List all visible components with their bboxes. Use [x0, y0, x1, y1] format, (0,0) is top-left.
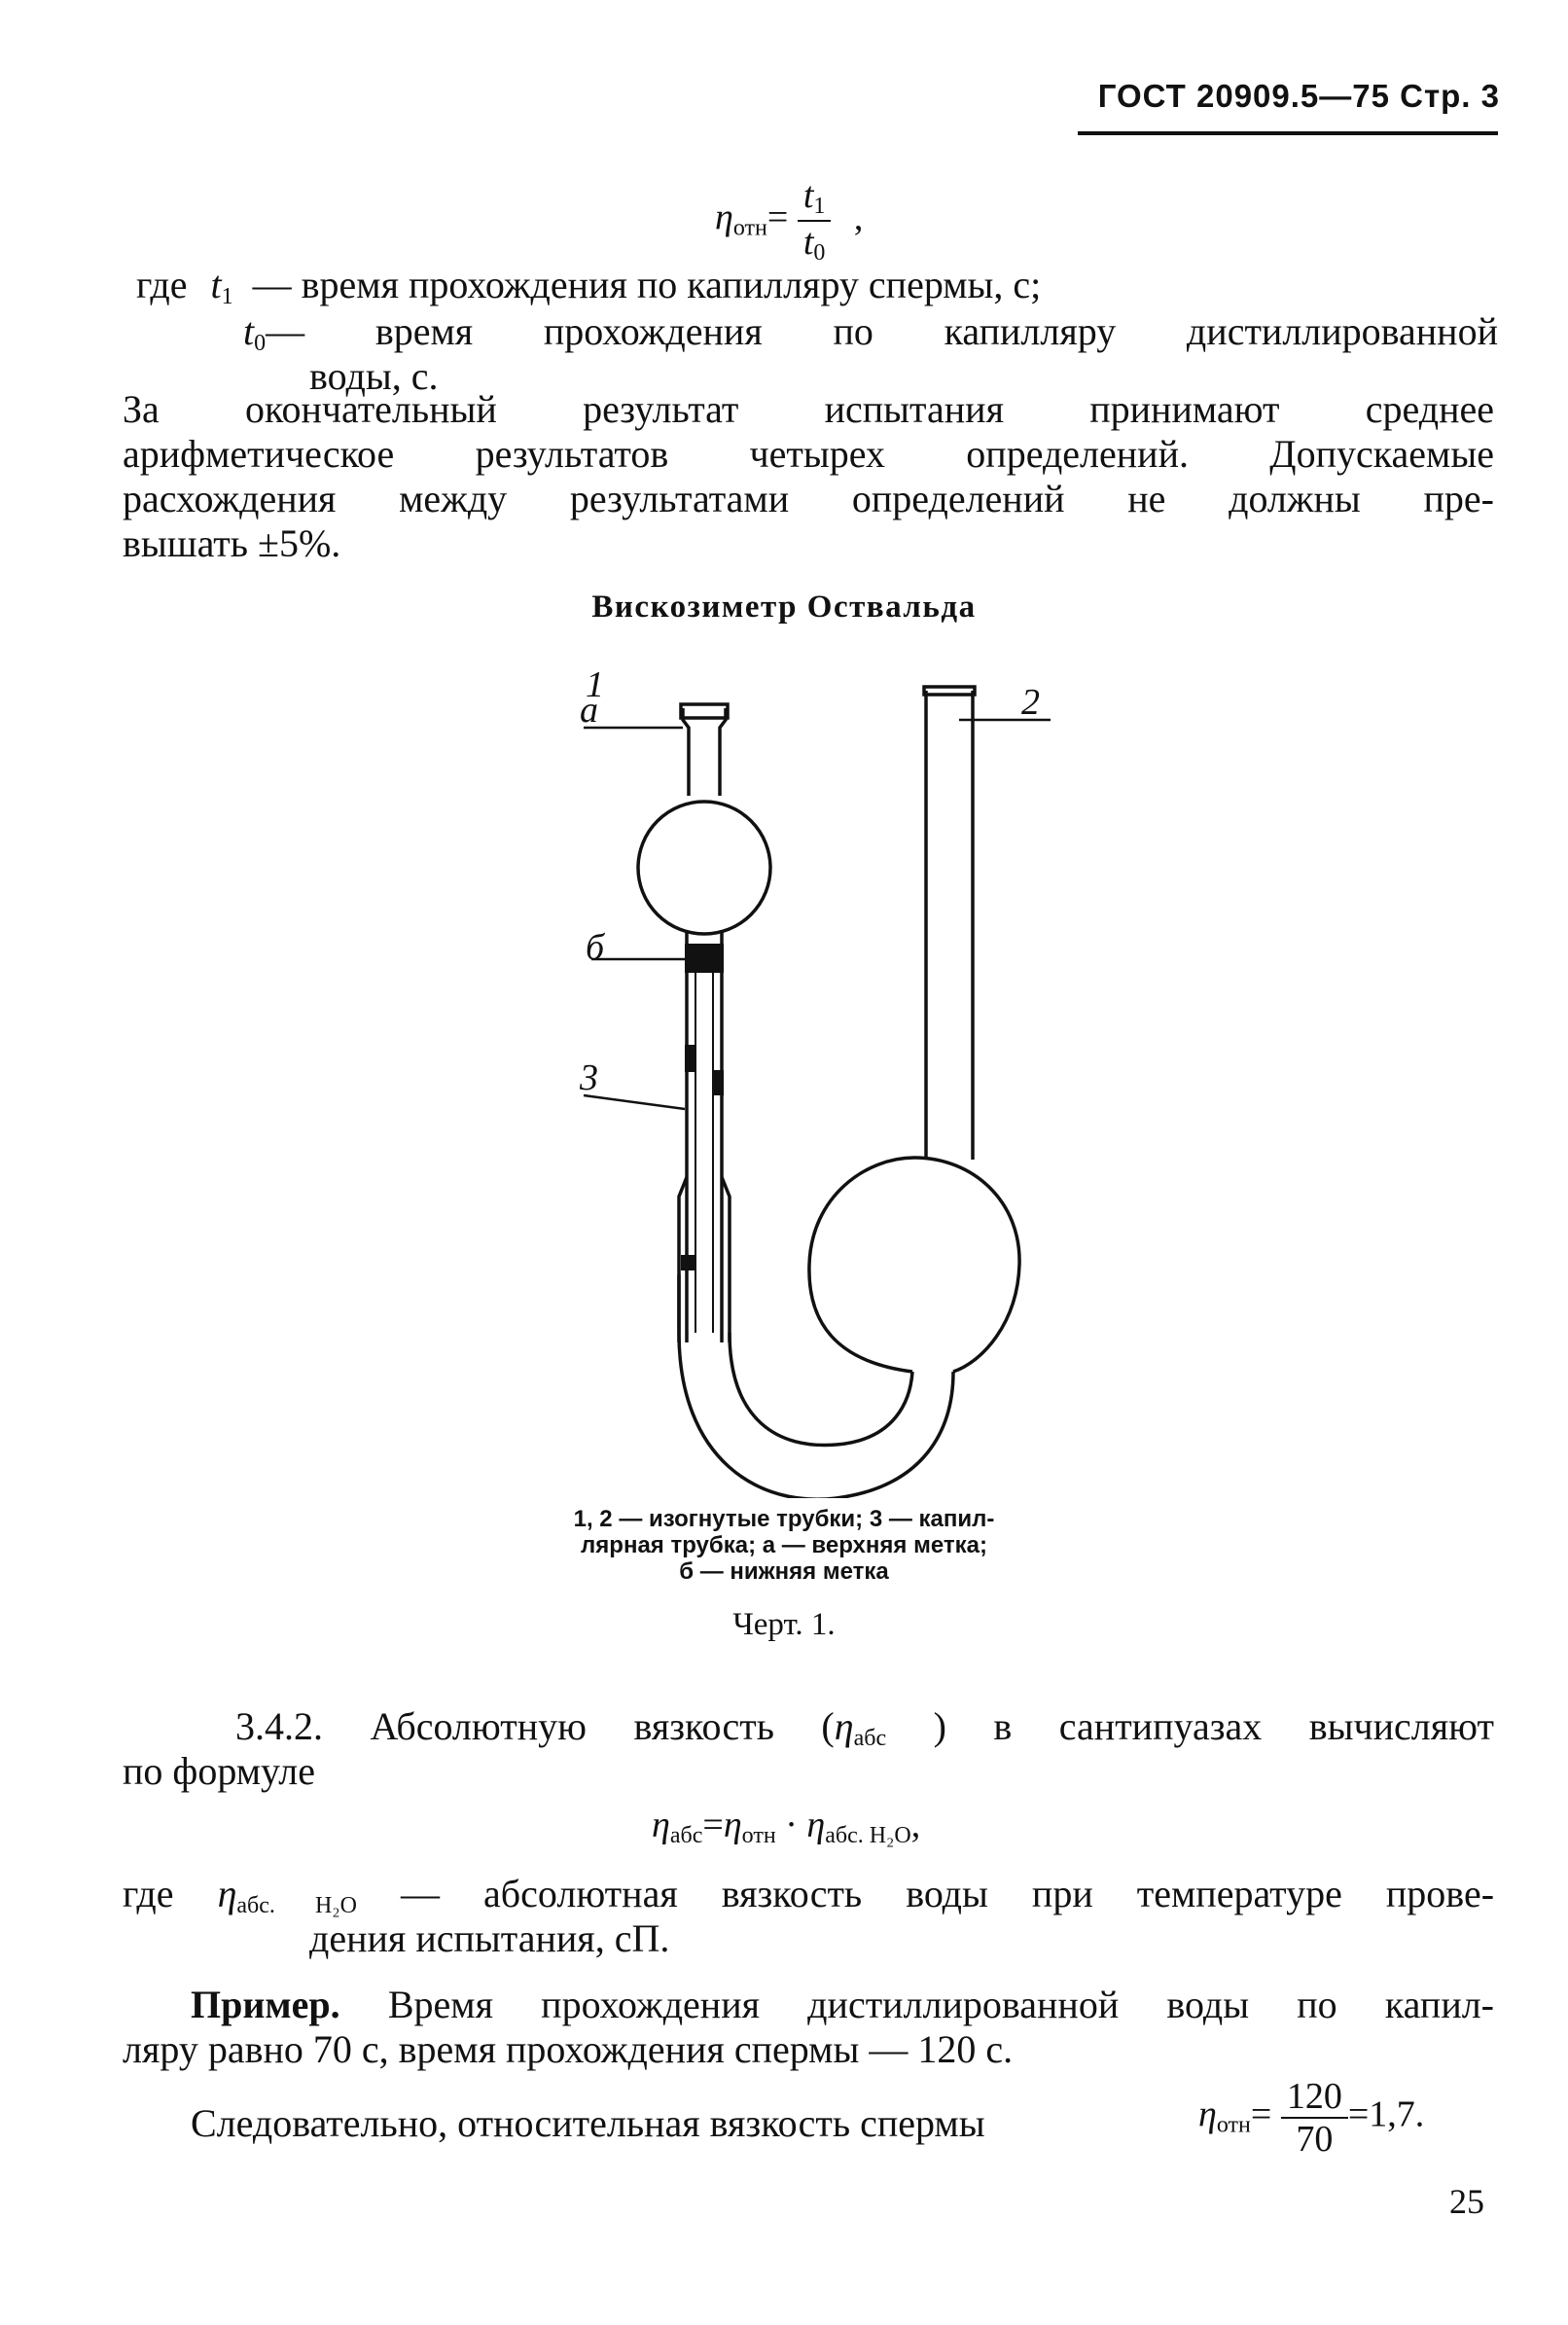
label-3: 3	[580, 1057, 598, 1098]
numerator-symbol: t	[802, 175, 814, 216]
caption-line-3: б — нижняя метка	[679, 1558, 889, 1585]
capillary-shade-3	[681, 1255, 696, 1270]
conclusion-formula	[1198, 2078, 1424, 2158]
section-342-eta-sub: абс	[853, 1726, 887, 1751]
formula2-r1: η	[723, 1805, 742, 1845]
viscometer-diagram	[545, 652, 1089, 1498]
conclusion-eta-sub: отн	[1216, 2112, 1251, 2138]
fraction-numerator	[798, 177, 832, 222]
left-tube-wall-inner-top	[720, 708, 726, 796]
section-342-line-2: по формуле	[123, 1749, 315, 1793]
example-label: Пример.	[191, 1983, 340, 2026]
t1-symbol: t	[210, 263, 222, 306]
formula2-r2: η	[806, 1805, 826, 1845]
u-bend-inner	[730, 1333, 912, 1446]
fraction-denominator	[803, 222, 826, 265]
t1-definition: — время прохождения по капилляру спермы, с;	[252, 263, 1042, 306]
document-header: ГОСТ 20909.5—75 Стр. 3	[1097, 78, 1500, 114]
conclusion-eta: η	[1198, 2093, 1217, 2135]
label-1: 1	[586, 664, 604, 705]
formula-eta: η	[715, 197, 733, 238]
figure-number: Черт. 1.	[732, 1607, 836, 1642]
paragraph-result-line-3: расхождения между результатами определений не должны пре-	[123, 477, 1494, 520]
label-a: а	[580, 690, 598, 731]
t1-sub: 1	[221, 284, 233, 309]
caption-line-2: лярная трубка; а — верхняя метка;	[581, 1532, 987, 1558]
left-bulb	[638, 802, 770, 934]
formula2-equals: =	[702, 1805, 724, 1845]
section-342-text-b: ) в сантипуазах вычисляют	[933, 1704, 1495, 1748]
formula2-dot: ·	[785, 1805, 798, 1845]
page-number: 25	[1449, 2182, 1484, 2221]
left-tube-wall-outer-top	[683, 708, 689, 796]
section-342-text-a: 3.4.2. Абсолютную вязкость (	[235, 1704, 835, 1748]
section-342-eta: η	[834, 1704, 854, 1748]
header-rule	[1078, 131, 1498, 135]
right-tube-top	[924, 687, 975, 695]
where-line-3: воды, с.	[309, 354, 439, 398]
paragraph-result-line-1: За окончательный результат испытания принимают среднее	[123, 387, 1494, 431]
formula2-lhs-sub: абс	[669, 1823, 703, 1848]
formula-tail: ,	[853, 197, 864, 238]
formula-eta-sub: отн	[732, 215, 767, 241]
figure-caption	[0, 1506, 1568, 1585]
where2-line-2: дения испытания, сП.	[309, 1916, 670, 1960]
formula-equals: =	[766, 197, 789, 238]
conclusion-text: Следовательно, относительная вязкость спермы	[191, 2101, 985, 2145]
formula-relative-viscosity	[715, 177, 863, 265]
capillary-shade-2	[712, 1070, 724, 1095]
label-b: б	[586, 927, 605, 968]
formula2-lhs: η	[652, 1805, 670, 1845]
example-line-1	[191, 1981, 1494, 2029]
leader-3	[584, 1095, 685, 1109]
label-2: 2	[1021, 682, 1040, 723]
formula2-tail: ,	[910, 1805, 921, 1845]
caption-line-1: 1, 2 — изогнутые трубки; 3 — капил-	[573, 1506, 995, 1532]
paragraph-result-line-2: арифметическое результатов четырех определений. Допускаемые	[123, 432, 1494, 476]
figure-title: Вискозиметр Оствальда	[591, 590, 977, 625]
example-text-1: Время прохождения дистиллированной воды по капил-	[387, 1983, 1495, 2026]
conclusion-fraction	[1281, 2078, 1348, 2158]
t0-symbol: t	[243, 309, 255, 353]
t0-sub: 0	[254, 331, 267, 356]
t0-definition: — время прохождения по капилляру дистиллированной	[266, 309, 1498, 353]
denominator-sub: 0	[813, 240, 826, 266]
capillary-shade-1	[685, 1045, 696, 1072]
where2-text-1: — абсолютная вязкость воды при температуре прове-	[401, 1872, 1495, 1915]
where2-lead: где	[123, 1872, 174, 1915]
formula-absolute-viscosity	[652, 1804, 920, 1849]
conclusion-result: =1,7.	[1347, 2093, 1425, 2135]
conclusion-equals: =	[1250, 2093, 1272, 2135]
formula2-r1-sub: отн	[741, 1823, 776, 1848]
right-bulb	[809, 1158, 1019, 1372]
denominator-symbol: t	[802, 222, 814, 263]
formula-fraction	[798, 177, 832, 265]
mark-lower-fill	[685, 944, 724, 973]
where2-eta: η	[217, 1872, 237, 1915]
conclusion-numerator: 120	[1281, 2078, 1348, 2119]
where-lead: где	[136, 263, 188, 306]
formula2-r2-sub: абс. H₂O	[825, 1823, 911, 1848]
example-line-2: ляру равно 70 с, время прохождения спермы — 120 с.	[123, 2027, 1014, 2071]
left-tube-cap	[681, 704, 728, 718]
where2-eta-sub: абс. H₂O	[236, 1893, 357, 1918]
numerator-sub: 1	[813, 194, 826, 219]
conclusion-denominator: 70	[1296, 2119, 1334, 2160]
paragraph-result-line-4: вышать ±5%.	[123, 521, 341, 565]
